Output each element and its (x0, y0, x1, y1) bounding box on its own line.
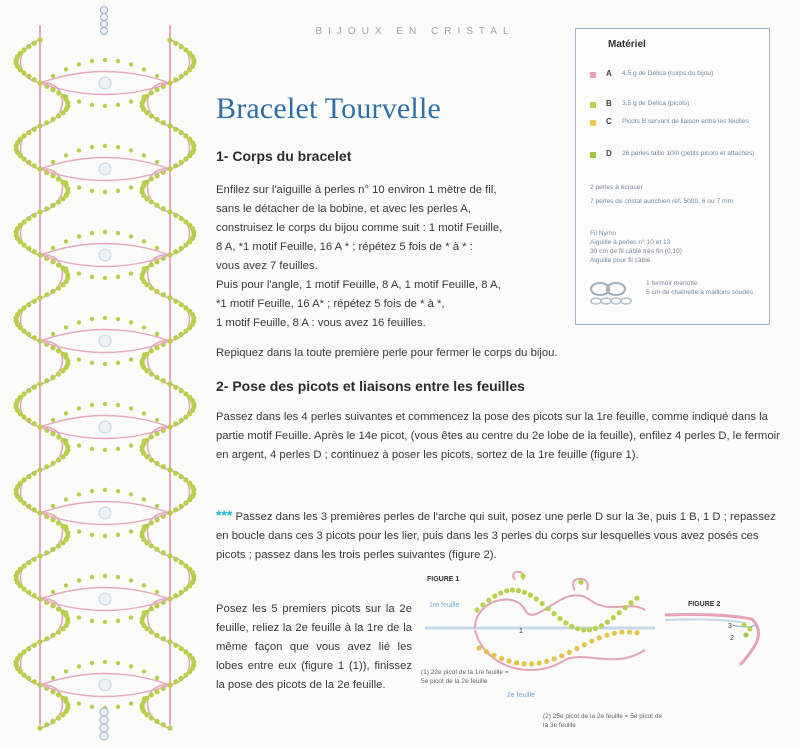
running-head: BIJOUX EN CRISTAL (315, 26, 515, 37)
color-swatch (590, 152, 596, 158)
materiel-letter: D (606, 149, 612, 158)
materiel-box (575, 28, 770, 325)
materiel-item (576, 117, 769, 147)
misc-clasp: 1 fermoir menotte (646, 280, 698, 287)
figure-1 (415, 570, 665, 746)
materiel-misc (646, 279, 761, 297)
section2-para3: Posez les 5 premiers picots sur la 2e feuille, reliez la 2e feuille à la 1re de la même façon que vous avez lié les lobes entre eux (figure 1 (1)), finissez la pose des picots de la 2e feuille. (216, 603, 412, 691)
materiel-item (576, 149, 769, 179)
materiel-misc (590, 183, 765, 192)
misc-crimp-beads: 2 perles à écraser (590, 184, 643, 191)
section2-heading: 2- Pose des picots et liaisons entre les feuilles (216, 378, 525, 394)
section1-body (216, 181, 561, 333)
section2-para1: Passez dans les 4 perles suivantes et commencez la pose des picots sur la 1re feuille, comme indiqué dans la partie motif Feuille. Après le 14e picot, (vous êtes au centre du 2e lobe de la feuille), enfilez 4 perles D, le fermoir en argent, 4 perles D ; continuez à poser les picots, sortez de la 1re feuille (figure 1). (216, 411, 780, 461)
leaf-2-label: 2e feuille (507, 692, 536, 699)
section1-line: 1 motif Feuille, 8 A : vous avez 16 feuilles. (216, 317, 426, 329)
color-swatch (590, 72, 596, 78)
materiel-title: Matériel (608, 39, 646, 50)
materiel-item (576, 69, 769, 99)
materiel-tools (590, 229, 765, 265)
leaf-1-label: 1re feuille (429, 602, 460, 609)
section2-para2-text: Passez dans les 3 premières perles de l'arche qui suit, posez une perle D sur la 3e, puis 1 B, 1 D ; repassez en boucle dans ces 3 picots pour les lier, puis dans les 3 perles du corps sur lesquelles vous avez posés ces picots ; passez dans les trois perles suivantes (figure 2). (216, 511, 776, 561)
figure-1-marker: 1 (519, 628, 523, 635)
color-swatch (590, 120, 596, 126)
materiel-misc (590, 197, 765, 206)
tool-item: Aiguille pour fil câblé (590, 257, 651, 264)
section2-para2 (216, 506, 781, 565)
figure-1-label: FIGURE 1 (427, 576, 460, 583)
tool-item: Aiguille à perles n° 10 et 13 (590, 239, 671, 246)
misc-chain: 5 cm de chaînette à maillons soudés (646, 289, 754, 296)
tool-item: Fil Nymo (590, 230, 617, 237)
section1-line: vous avez 7 feuilles. (216, 260, 318, 272)
section1-line: 8 A, *1 motif Feuille, 16 A * ; répétez 5 fois de * à * : (216, 241, 473, 253)
section1-heading: 1- Corps du bracelet (216, 148, 352, 164)
materiel-desc: 26 perles taille 10/0 (petits picots et attaches) (622, 150, 755, 157)
page-title: Bracelet Tourvelle (216, 92, 442, 125)
bracelet-illustration (0, 0, 200, 746)
section1-line: Enfilez sur l'aiguille à perles n° 10 environ 1 mètre de fil, (216, 184, 497, 196)
color-swatch (590, 102, 596, 108)
section1-line: construisez le corps du bijou comme suit : 1 motif Feuille, (216, 222, 503, 234)
section1-line: *1 motif Feuille, 16 A* ; répétez 5 fois de * à *, (216, 298, 445, 310)
figure-1-note-1: (1) 22e picot de la 1re feuille = 5e picot de la 2e feuille (421, 669, 509, 685)
triple-star-marker: *** (216, 507, 233, 523)
materiel-desc: 3,5 g de Delica (picots) (622, 100, 690, 107)
clasp-chain-icon (586, 279, 644, 309)
figure-2-marker-2: 2 (730, 635, 734, 642)
materiel-letter: A (606, 69, 612, 78)
tool-item: 30 cm de fil câblé très fin (0,10) (590, 248, 682, 255)
figure-1-note-2: (2) 25e picot de la 2e feuille = 5e picot de la 3e feuille (543, 713, 663, 729)
materiel-desc: 4,5 g de Delica (corps du bijou) (622, 70, 714, 77)
section1-line: Puis pour l'angle, 1 motif Feuille, 8 A, 1 motif Feuille, 8 A, (216, 279, 501, 291)
materiel-desc: Picots B servant de liaison entre les feuilles (622, 118, 749, 125)
figure-2-diagram (660, 595, 770, 665)
figure-2 (660, 595, 770, 665)
materiel-letter: C (606, 117, 612, 126)
figure-2-marker-3: 3 (728, 623, 732, 630)
materiel-letter: B (606, 99, 612, 108)
figure-2-label: FIGURE 2 (688, 601, 721, 608)
section1-line: sans le détacher de la bobine, et avec les perles A, (216, 203, 471, 215)
section1-closing: Repiquez dans la toute première perle pour fermer le corps du bijou. (216, 347, 558, 359)
misc-crystal-beads: 7 perles de cristal aurichien réf. 5000, 6 ou 7 mm (590, 198, 733, 205)
